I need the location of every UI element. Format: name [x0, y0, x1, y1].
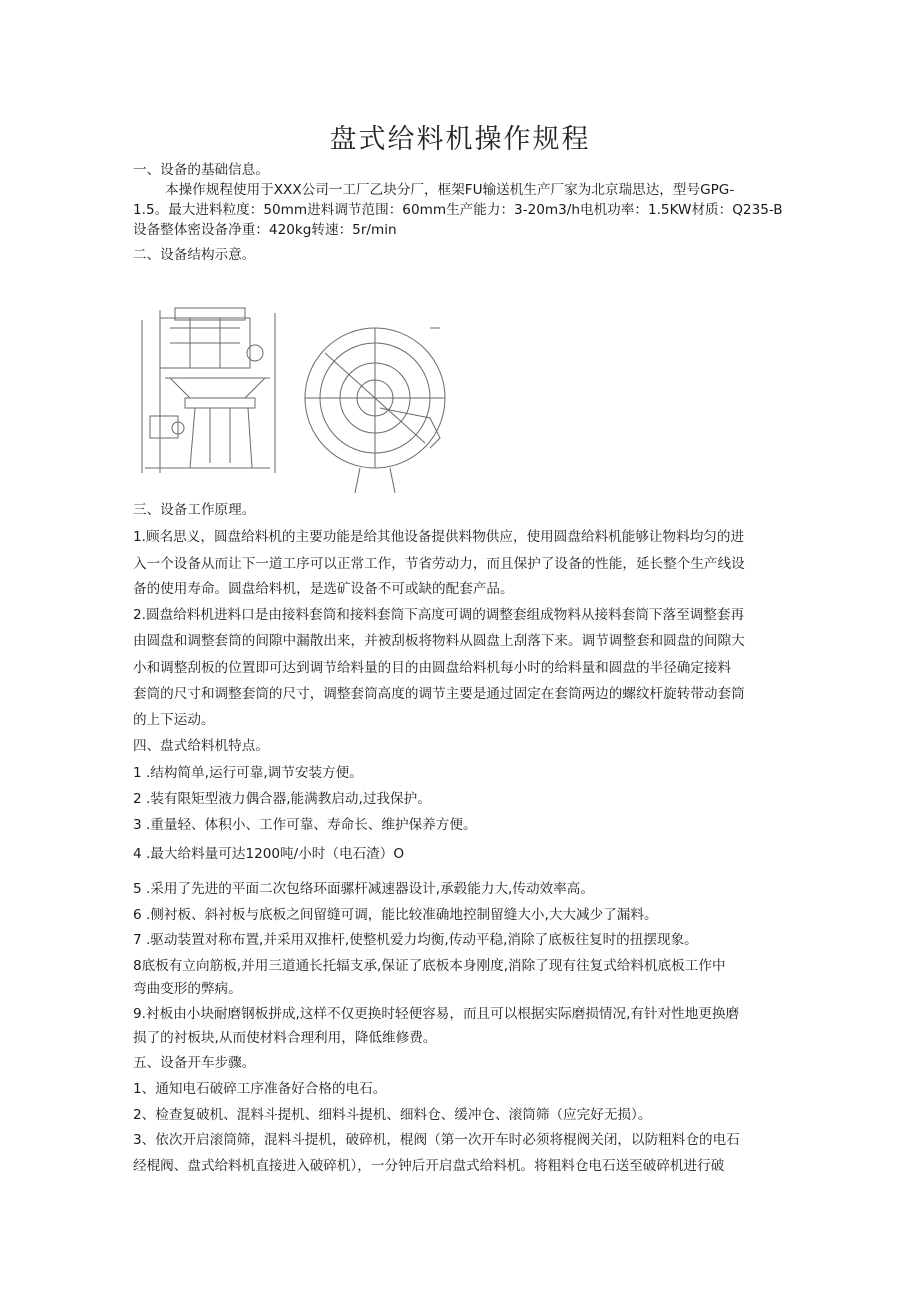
- list-item: 3、依次开启滚筒筛，混料斗提机，破碎机，棍阀（第一次开车时必须将棍阀关闭，以防粗料仓的电石: [133, 1132, 740, 1148]
- paragraph-line: 小和调整刮板的位置即可达到调节给料量的目的由圆盘给料机每小时的给料量和圆盘的半径确定接料: [133, 660, 732, 676]
- list-item: 1 .结构简单,运行可靠,调节安装方便。: [133, 765, 363, 781]
- structure-drawing: [130, 298, 460, 498]
- paragraph-line: 套筒的尺寸和调整套筒的尺寸，调整套筒高度的调节主要是通过固定在套筒两边的螺纹杆旋转带动套筒: [133, 686, 745, 702]
- list-item: 经棍阀、盘式给料机直接进入破碎机），一分钟后开启盘式给料机。将粗料仓电石送至破碎机进行破: [133, 1158, 725, 1174]
- list-item: 5 .采用了先进的平面二次包络环面骡杆减速器设计,承毂能力大,传动效率高。: [133, 881, 594, 897]
- document-title: 盘式给料机操作规程: [329, 124, 591, 155]
- list-item: 8底板有立向筋板,并用三道通长托辐支承,保证了底板本身刚度,消除了现有往复式给料机底板工作中: [133, 958, 726, 974]
- paragraph-line: 1.顾名思义，圆盘给料机的主要功能是给其他设备提供料物供应，使用圆盘给料机能够让物料均匀的进: [133, 529, 745, 545]
- list-item: 9.衬板由小块耐磨钢板拼成,这样不仅更换时轻便容易，而且可以根据实际磨损情况,有针对性地更换磨: [133, 1006, 740, 1022]
- paragraph-line: 的上下运动。: [133, 712, 215, 728]
- paragraph-line: 设备整体密设备净重：420kg转速：5r/min: [133, 222, 397, 238]
- paragraph-line: 本操作规程使用于XXX公司一工厂乙块分厂，框架FU输送机生产厂家为北京瑞思达，型号GPG-: [165, 182, 735, 198]
- list-item: 6 .侧衬板、斜衬板与底板之间留缝可调，能比较准确地控制留缝大小,大大减少了漏料。: [133, 907, 658, 923]
- list-item: 7 .驱动装置对称布置,并采用双推杆,使整机爱力均衡,传动平稳,消除了底板往复时的扭摆现象。: [133, 932, 698, 948]
- equipment-structure-diagram: [130, 298, 460, 498]
- paragraph-line: 2.圆盘给料机进料口是由接料套筒和接料套筒下高度可调的调整套组成物料从接料套筒下落至调整套再: [133, 607, 745, 623]
- list-item: 2 .装有限矩型液力偶合器,能满教启动,过我保护。: [133, 791, 431, 807]
- paragraph-line: 1.5。最大进料粒度：50mm进料调节范围：60mm生产能力：3-20m3/h电机功率：1.5KW材质：Q235-B: [133, 202, 783, 218]
- list-item: 4 .最大给料量可达1200吨/小时（电石渣）O: [133, 846, 405, 862]
- section-heading: 五、设备开车步骤。: [133, 1055, 256, 1071]
- list-item: 3 .重量轻、体积小、工作可靠、寿命长、维护保养方便。: [133, 817, 477, 833]
- section-heading: 三、设备工作原理。: [133, 502, 256, 518]
- section-heading: 一、设备的基础信息。: [133, 162, 269, 178]
- section-heading: 二、设备结构示意。: [133, 247, 256, 263]
- paragraph-line: 入一个设备从而让下一道工序可以正常工作，节省劳动力，而且保护了设备的性能，延长整个生产线设: [133, 556, 745, 572]
- list-item: 损了的衬板块,从而使材料合理利用，降低维修费。: [133, 1030, 437, 1046]
- list-item: 2、检查复破机、混料斗提机、细料斗提机、细料仓、缓冲仓、滚筒筛（应完好无损）。: [133, 1107, 652, 1123]
- list-item: 弯曲变形的弊病。: [133, 981, 242, 997]
- list-item: 1、通知电石破碎工序准备好合格的电石。: [133, 1081, 387, 1097]
- paragraph-line: 备的使用寿命。圆盘给料机，是选矿设备不可或缺的配套产品。: [133, 581, 514, 597]
- section-heading: 四、盘式给料机特点。: [133, 738, 269, 754]
- paragraph-line: 由圆盘和调整套筒的间隙中漏散出来，并被刮板将物料从圆盘上刮落下来。调节调整套和圆盘的间隙大: [133, 633, 745, 649]
